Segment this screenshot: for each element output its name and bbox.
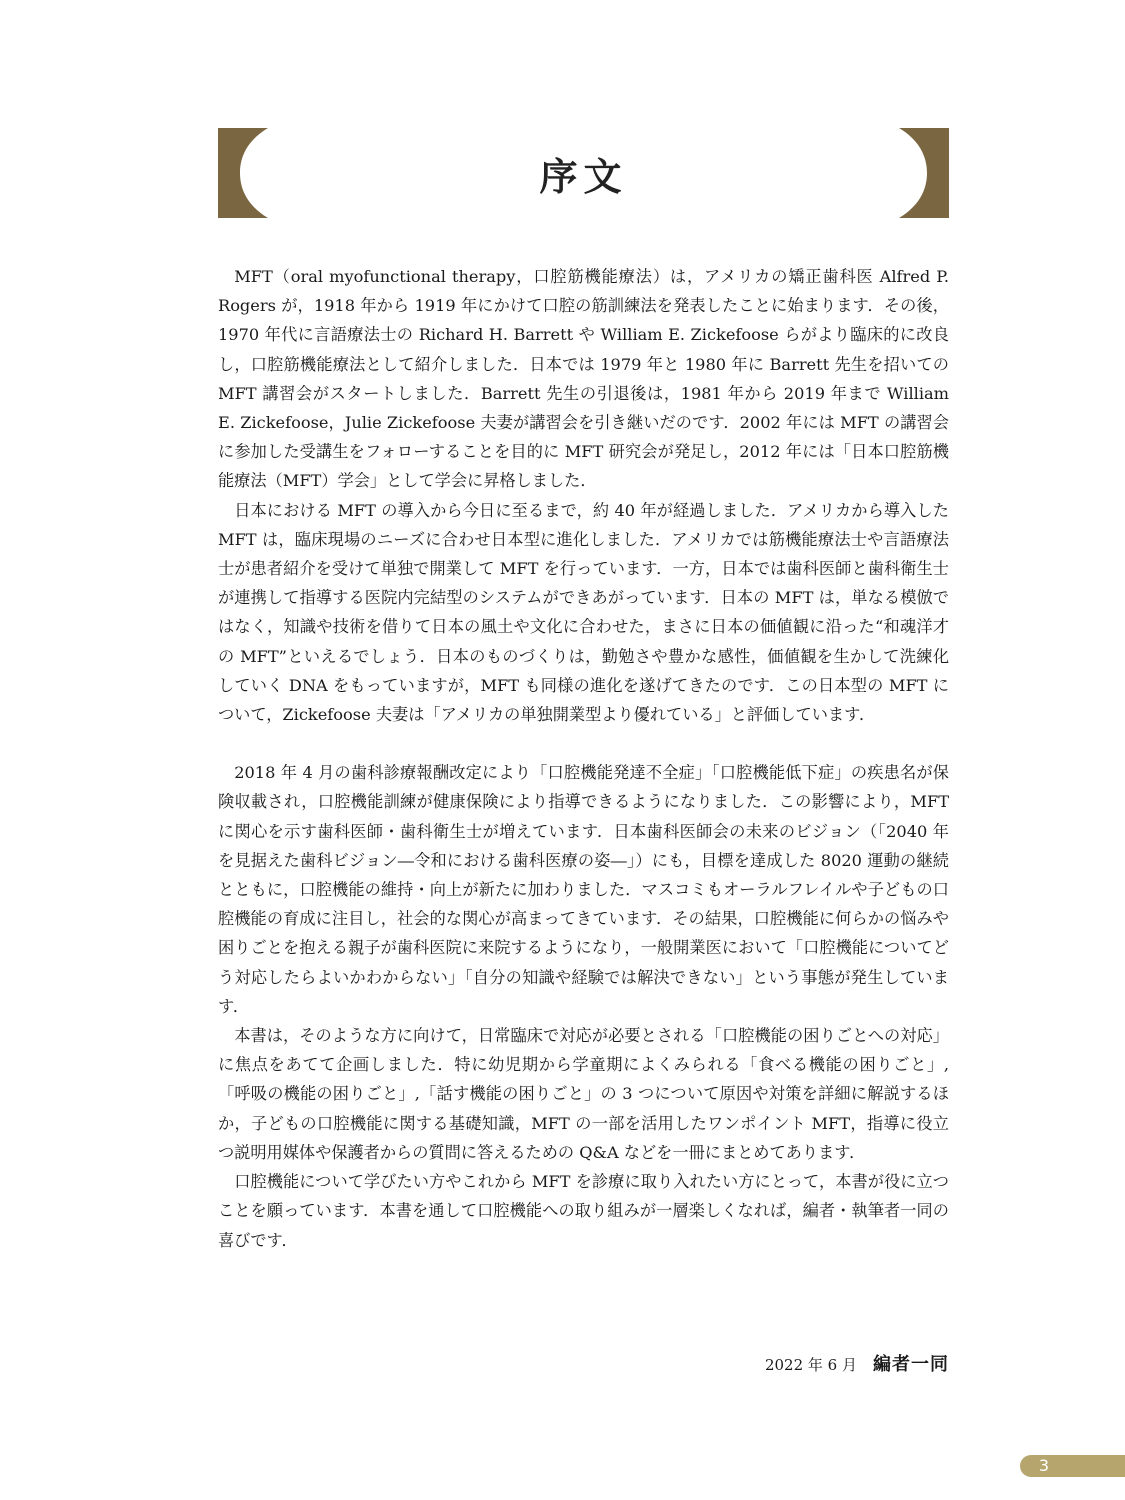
signature-author: 編者一同 [873, 1354, 949, 1375]
title-banner [218, 128, 949, 218]
paragraph-1: MFT（oral myofunctional therapy，口腔筋機能療法）は，アメリカの矯正歯科医 Alfred P. Rogers が，1918 年から 1919 年にかけて口腔の筋訓練法を発表したことに始まります．その後，1970 年代に言語療法士の Richard H. Barrett や William E. Zickefoose らがより臨床的に改良し，口腔筋機能療法として紹介しました．日本では 1979 年と 1980 年に Barrett 先生を招いての MFT 講習会がスタートしました．Barrett 先生の引退後は，1981 年から 2019 年まで William E. Zickefoose，Julie Zickefoose 夫妻が講習会を引き継いだのです．2002 年には MFT の講習会に参加した受講生をフォローすることを目的に MFT 研究会が発足し，2012 年には「日本口腔筋機能療法（MFT）学会」として学会に昇格しました． [218, 267, 949, 491]
paragraph-2: 日本における MFT の導入から今日に至るまで，約 40 年が経過しました．アメリカから導入した MFT は，臨床現場のニーズに合わせ日本型に進化しました．アメリカでは筋機能療法士や言語療法士が患者紹介を受けて単独で開業して MFT を行っています．一方，日本では歯科医師と歯科衛生士が連携して指導する医院内完結型のシステムができあがっています．日本の MFT は，単なる模倣ではなく，知識や技術を借りて日本の風土や文化に合わせた，まさに日本の価値観に沿った“和魂洋才の MFT”といえるでしょう．日本のものづくりは，勤勉さや豊かな感性，価値観を生かして洗練化していく DNA をもっていますが，MFT も同様の進化を遂げてきたのです．この日本型の MFT について，Zickefoose 夫妻は「アメリカの単独開業型より優れている」と評価しています． [218, 500, 949, 725]
paragraph-3: 2018 年 4 月の歯科診療報酬改定により「口腔機能発達不全症」「口腔機能低下症」の疾患名が保険収載され，口腔機能訓練が健康保険により指導できるようになりました．この影響により，MFT に関心を示す歯科医師・歯科衛生士が増えています．日本歯科医師会の未来のビジョン（「2040 年を見据えた歯科ビジョン―令和における歯科医療の姿―」）にも，目標を達成した 8020 運動の継続とともに，口腔機能の維持・向上が新たに加わりました．マスコミもオーラルフレイルや子どもの口腔機能の育成に注目し，社会的な関心が高まってきています．その結果，口腔機能に何らかの悩みや困りごとを抱える親子が歯科医院に来院するようになり，一般開業医において「口腔機能についてどう対応したらよいかわからない」「自分の知識や経験では解決できない」という事態が発生しています． [218, 763, 949, 1016]
paragraph-5: 口腔機能について学びたい方やこれから MFT を診療に取り入れたい方にとって，本書が役に立つことを願っています．本書を通して口腔機能への取り組みが一層楽しくなれば，編者・執筆者一同の喜びです． [218, 1172, 949, 1250]
signature [765, 1350, 949, 1380]
preface-body [218, 262, 949, 1255]
signature-date: 2022 年 6 月 [764, 1356, 857, 1374]
page-number: 3 [1038, 1456, 1050, 1475]
paragraph-4: 本書は，そのような方に向けて，日常臨床で対応が必要とされる「口腔機能の困りごとへの対応」に焦点をあてて企画しました．特に幼児期から学童期によくみられる「食べる機能の困りごと」,「呼吸の機能の困りごと」,「話す機能の困りごと」の 3 つについて原因や対策を詳細に解説するほか，子どもの口腔機能に関する基礎知識，MFT の一部を活用したワンポイント MFT，指導に役立つ説明用媒体や保護者からの質問に答えるための Q&A などを一冊にまとめてあります． [218, 1026, 949, 1162]
page-title: 序文 [539, 154, 628, 199]
